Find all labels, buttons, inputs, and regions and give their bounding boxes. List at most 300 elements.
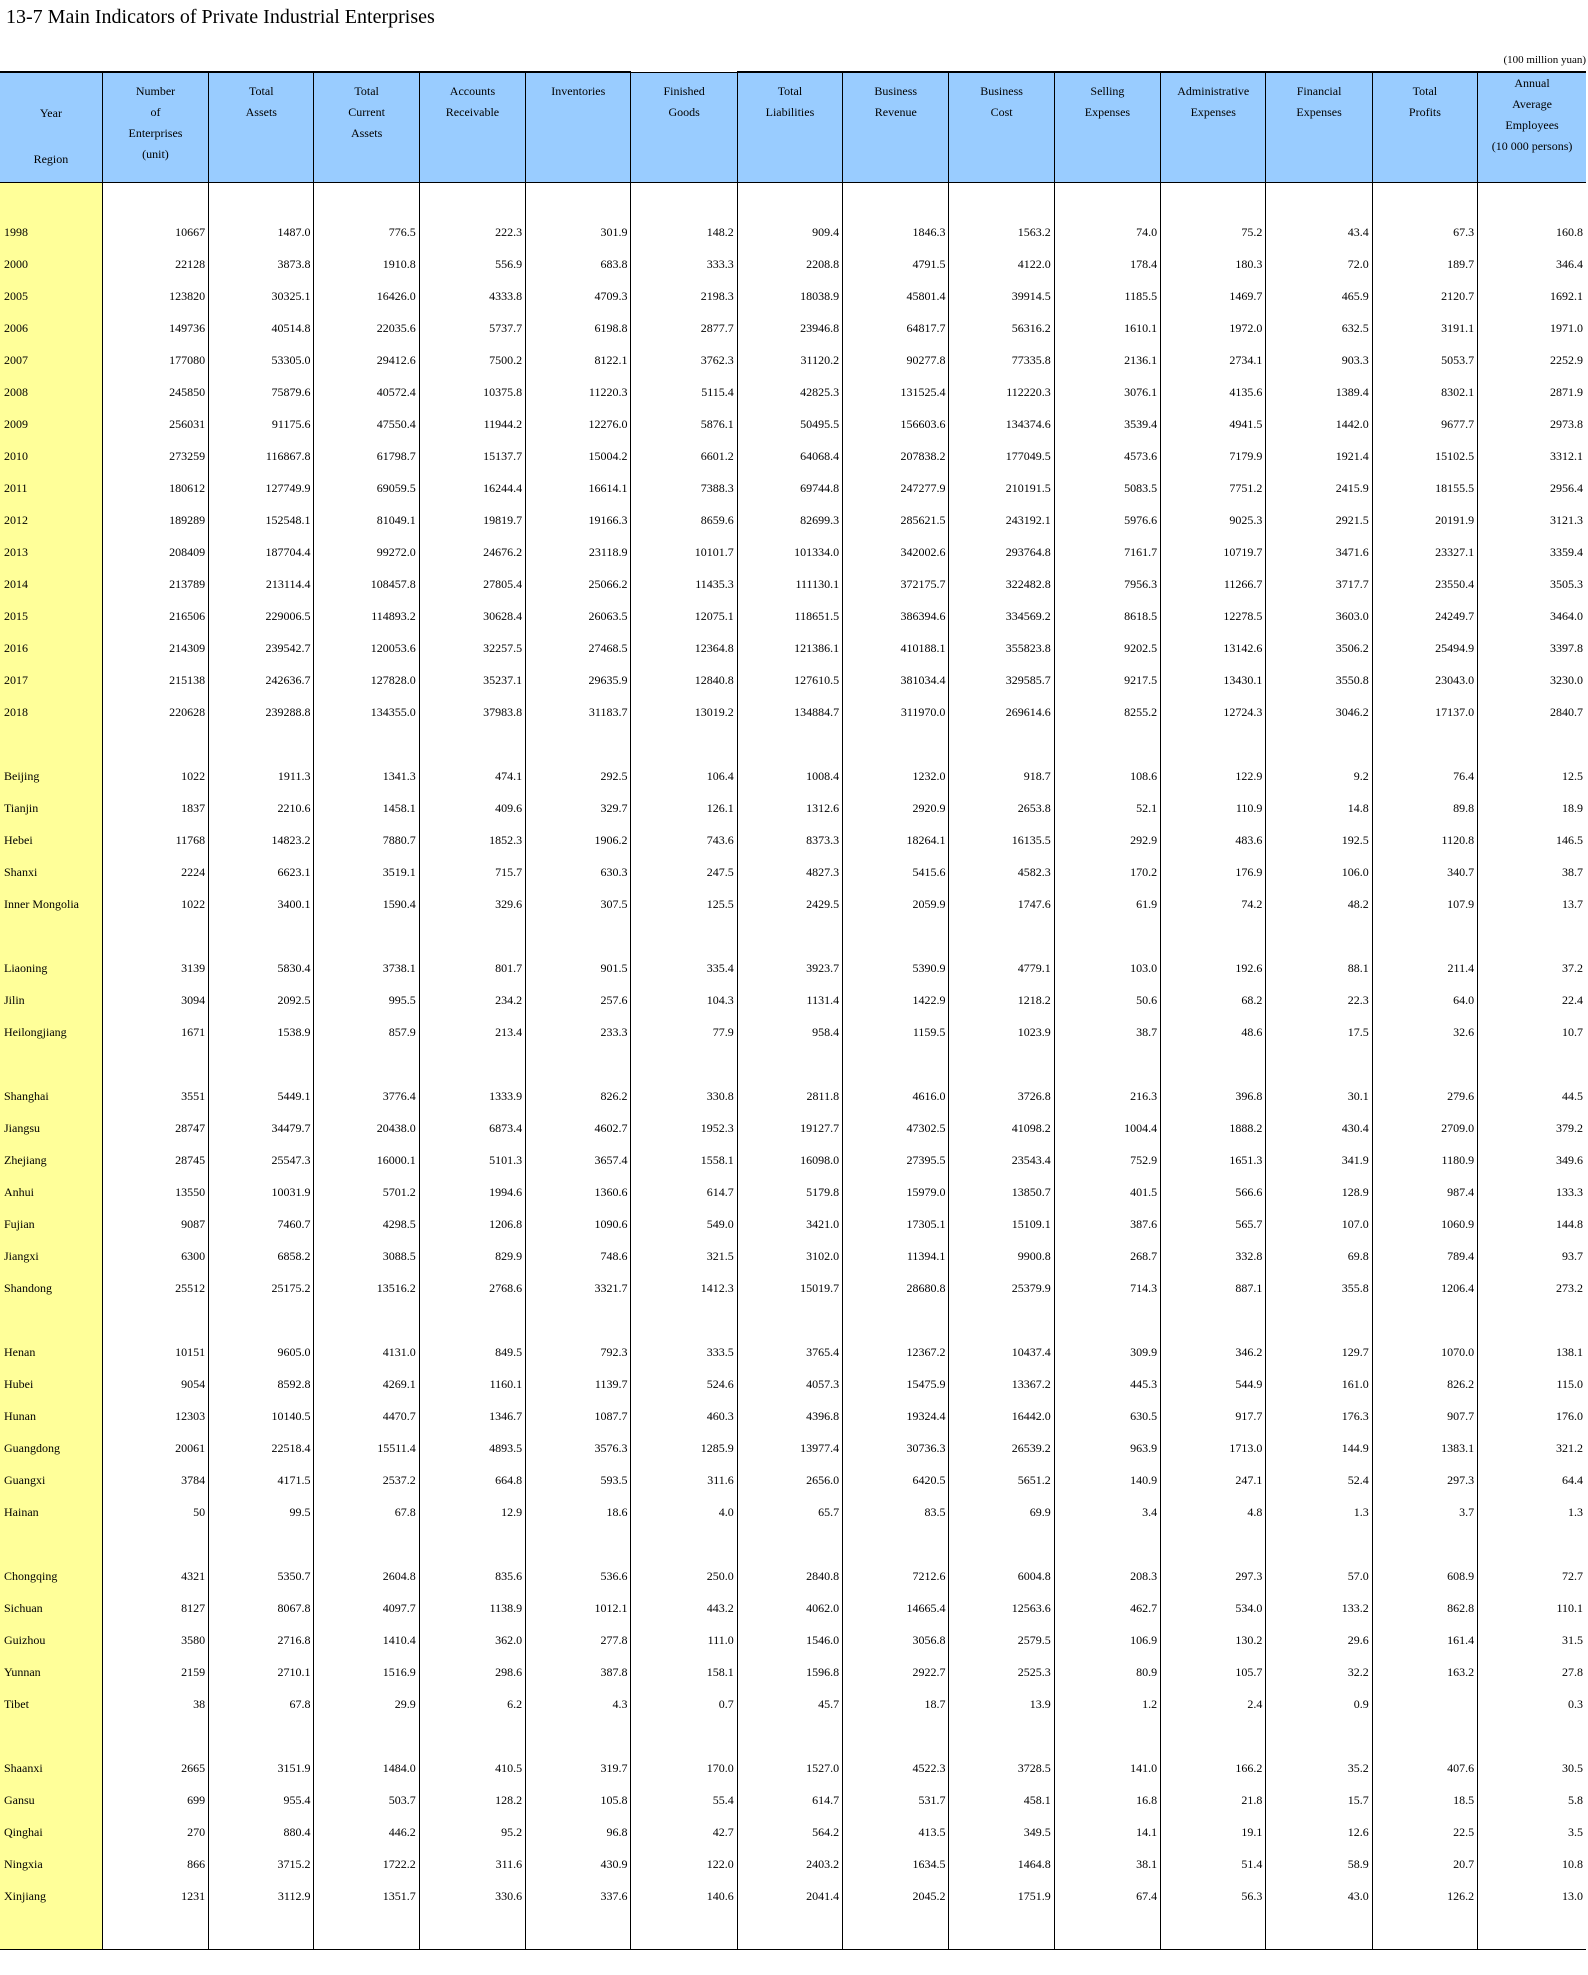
data-cell: 309.9 — [1054, 1336, 1160, 1368]
data-cell: 1921.4 — [1266, 440, 1372, 472]
spacer-cell — [1161, 728, 1266, 760]
data-cell: 1023.9 — [949, 1016, 1054, 1048]
spacer-cell — [419, 182, 525, 216]
header-line: Administrative — [1177, 84, 1250, 98]
data-cell: 208409 — [102, 536, 208, 568]
data-cell: 23550.4 — [1372, 568, 1477, 600]
data-cell: 1285.9 — [631, 1432, 737, 1464]
data-cell: 1464.8 — [949, 1848, 1054, 1880]
data-cell: 1634.5 — [843, 1848, 949, 1880]
spacer-cell — [1266, 1048, 1372, 1080]
data-cell: 987.4 — [1372, 1176, 1477, 1208]
data-cell: 3112.9 — [209, 1880, 314, 1912]
row-label: Hubei — [0, 1368, 102, 1400]
data-cell: 1469.7 — [1161, 280, 1266, 312]
data-cell: 91175.6 — [209, 408, 314, 440]
data-cell: 67.4 — [1054, 1880, 1160, 1912]
spacer-cell — [314, 1912, 419, 1950]
data-cell: 25066.2 — [526, 568, 631, 600]
spacer-cell — [419, 728, 525, 760]
spacer-cell — [1054, 728, 1160, 760]
data-cell: 608.9 — [1372, 1560, 1477, 1592]
data-cell: 126.1 — [631, 792, 737, 824]
data-cell: 18.6 — [526, 1496, 631, 1528]
data-cell: 1389.4 — [1266, 376, 1372, 408]
data-cell: 20438.0 — [314, 1112, 419, 1144]
data-cell: 549.0 — [631, 1208, 737, 1240]
data-cell: 1022 — [102, 888, 208, 920]
data-cell: 298.6 — [419, 1656, 525, 1688]
data-cell: 247.5 — [631, 856, 737, 888]
spacer-cell — [1161, 1304, 1266, 1336]
data-cell: 268.7 — [1054, 1240, 1160, 1272]
data-cell: 880.4 — [209, 1816, 314, 1848]
data-cell: 1527.0 — [737, 1752, 842, 1784]
spacer-cell — [1478, 920, 1586, 952]
data-cell: 4.8 — [1161, 1496, 1266, 1528]
data-cell: 176.3 — [1266, 1400, 1372, 1432]
data-cell: 69.8 — [1266, 1240, 1372, 1272]
data-cell: 52.1 — [1054, 792, 1160, 824]
table-row — [0, 1848, 1586, 1880]
spacer-cell — [102, 1528, 208, 1560]
data-cell: 826.2 — [1372, 1368, 1477, 1400]
spacer-row — [0, 182, 1586, 216]
data-cell: 862.8 — [1372, 1592, 1477, 1624]
data-cell: 446.2 — [314, 1816, 419, 1848]
data-cell: 166.2 — [1161, 1752, 1266, 1784]
col-header-business-cost — [949, 72, 1054, 182]
data-cell: 32.2 — [1266, 1656, 1372, 1688]
spacer-cell — [526, 1528, 631, 1560]
spacer-cell — [1478, 182, 1586, 216]
spacer-cell — [1372, 182, 1477, 216]
data-cell: 16000.1 — [314, 1144, 419, 1176]
data-cell: 3550.8 — [1266, 664, 1372, 696]
data-cell: 6623.1 — [209, 856, 314, 888]
data-cell: 1383.1 — [1372, 1432, 1477, 1464]
spacer-cell — [737, 728, 842, 760]
data-cell: 5053.7 — [1372, 344, 1477, 376]
data-cell: 349.6 — [1478, 1144, 1586, 1176]
row-label: 2014 — [0, 568, 102, 600]
spacer-cell — [1478, 1304, 1586, 1336]
data-cell: 16614.1 — [526, 472, 631, 504]
data-cell: 4616.0 — [843, 1080, 949, 1112]
data-cell: 213114.4 — [209, 568, 314, 600]
data-cell: 158.1 — [631, 1656, 737, 1688]
data-cell: 1232.0 — [843, 760, 949, 792]
spacer-cell — [1266, 920, 1372, 952]
data-cell: 2604.8 — [314, 1560, 419, 1592]
data-cell: 48.2 — [1266, 888, 1372, 920]
data-cell: 536.6 — [526, 1560, 631, 1592]
data-cell: 321.5 — [631, 1240, 737, 1272]
data-cell: 909.4 — [737, 216, 842, 248]
spacer-cell — [843, 1720, 949, 1752]
data-cell: 176.9 — [1161, 856, 1266, 888]
data-cell: 273259 — [102, 440, 208, 472]
data-cell: 381034.4 — [843, 664, 949, 696]
spacer-cell — [737, 920, 842, 952]
data-cell: 1487.0 — [209, 216, 314, 248]
data-cell: 483.6 — [1161, 824, 1266, 856]
spacer-cell — [1372, 1304, 1477, 1336]
data-cell: 53305.0 — [209, 344, 314, 376]
data-cell: 170.2 — [1054, 856, 1160, 888]
data-cell: 64817.7 — [843, 312, 949, 344]
spacer-cell — [419, 920, 525, 952]
data-cell: 30.1 — [1266, 1080, 1372, 1112]
data-cell: 118651.5 — [737, 600, 842, 632]
data-cell: 1131.4 — [737, 984, 842, 1016]
data-cell: 56316.2 — [949, 312, 1054, 344]
col-header-selling-expenses — [1054, 72, 1160, 182]
data-cell: 4582.3 — [949, 856, 1054, 888]
data-cell: 2415.9 — [1266, 472, 1372, 504]
data-cell: 121386.1 — [737, 632, 842, 664]
data-cell: 3519.1 — [314, 856, 419, 888]
data-cell: 28745 — [102, 1144, 208, 1176]
data-cell: 30628.4 — [419, 600, 525, 632]
data-cell: 1070.0 — [1372, 1336, 1477, 1368]
data-cell: 4062.0 — [737, 1592, 842, 1624]
data-cell: 3717.7 — [1266, 568, 1372, 600]
data-cell: 5976.6 — [1054, 504, 1160, 536]
data-cell: 22.4 — [1478, 984, 1586, 1016]
table-row — [0, 1336, 1586, 1368]
data-cell: 29.6 — [1266, 1624, 1372, 1656]
data-cell: 72.7 — [1478, 1560, 1586, 1592]
data-cell: 801.7 — [419, 952, 525, 984]
data-cell: 311.6 — [631, 1464, 737, 1496]
data-cell: 11220.3 — [526, 376, 631, 408]
row-label: 2016 — [0, 632, 102, 664]
data-cell: 8122.1 — [526, 344, 631, 376]
data-cell: 401.5 — [1054, 1176, 1160, 1208]
data-cell: 3151.9 — [209, 1752, 314, 1784]
header-line: Total — [354, 84, 379, 98]
data-cell: 5179.8 — [737, 1176, 842, 1208]
data-cell: 9677.7 — [1372, 408, 1477, 440]
spacer-cell — [1372, 1528, 1477, 1560]
data-cell: 1.2 — [1054, 1688, 1160, 1720]
data-cell: 3088.5 — [314, 1240, 419, 1272]
table-row — [0, 216, 1586, 248]
data-cell: 387.6 — [1054, 1208, 1160, 1240]
spacer-cell — [1054, 1912, 1160, 1950]
data-cell: 15004.2 — [526, 440, 631, 472]
header-line: (unit) — [142, 147, 169, 161]
spacer-cell — [314, 182, 419, 216]
data-cell: 355.8 — [1266, 1272, 1372, 1304]
spacer-cell — [102, 1912, 208, 1950]
data-cell: 96.8 — [526, 1816, 631, 1848]
data-cell: 16.8 — [1054, 1784, 1160, 1816]
data-cell: 5876.1 — [631, 408, 737, 440]
data-cell: 5651.2 — [949, 1464, 1054, 1496]
data-cell: 176.0 — [1478, 1400, 1586, 1432]
data-cell: 3539.4 — [1054, 408, 1160, 440]
header-line: Total — [249, 84, 274, 98]
col-header-employees — [1478, 72, 1586, 182]
data-cell: 413.5 — [843, 1816, 949, 1848]
data-cell: 1060.9 — [1372, 1208, 1477, 1240]
row-label: Qinghai — [0, 1816, 102, 1848]
data-cell: 3551 — [102, 1080, 208, 1112]
data-cell: 1538.9 — [209, 1016, 314, 1048]
spacer-cell — [631, 1304, 737, 1336]
data-cell: 8618.5 — [1054, 600, 1160, 632]
data-cell: 106.0 — [1266, 856, 1372, 888]
data-cell: 26539.2 — [949, 1432, 1054, 1464]
data-cell: 15109.1 — [949, 1208, 1054, 1240]
data-cell: 2973.8 — [1478, 408, 1586, 440]
data-cell: 23327.1 — [1372, 536, 1477, 568]
data-cell: 27805.4 — [419, 568, 525, 600]
data-cell: 4709.3 — [526, 280, 631, 312]
data-cell: 301.9 — [526, 216, 631, 248]
spacer-row — [0, 1048, 1586, 1080]
data-cell: 279.6 — [1372, 1080, 1477, 1112]
data-cell: 122.9 — [1161, 760, 1266, 792]
data-cell: 593.5 — [526, 1464, 631, 1496]
data-cell: 3471.6 — [1266, 536, 1372, 568]
data-cell: 857.9 — [314, 1016, 419, 1048]
row-label: 2007 — [0, 344, 102, 376]
data-cell: 4333.8 — [419, 280, 525, 312]
data-cell: 13142.6 — [1161, 632, 1266, 664]
spacer-cell — [737, 1048, 842, 1080]
data-cell: 187704.4 — [209, 536, 314, 568]
spacer-cell — [0, 1048, 102, 1080]
data-cell: 826.2 — [526, 1080, 631, 1112]
spacer-cell — [1372, 728, 1477, 760]
spacer-row — [0, 1720, 1586, 1752]
data-cell: 76.4 — [1372, 760, 1477, 792]
data-cell: 544.9 — [1161, 1368, 1266, 1400]
row-label: 2010 — [0, 440, 102, 472]
data-cell: 1713.0 — [1161, 1432, 1266, 1464]
data-cell: 3121.3 — [1478, 504, 1586, 536]
data-cell: 2922.7 — [843, 1656, 949, 1688]
data-cell: 1484.0 — [314, 1752, 419, 1784]
region-header: Region — [33, 152, 69, 166]
data-cell: 1747.6 — [949, 888, 1054, 920]
spacer-cell — [843, 1528, 949, 1560]
row-label: Hunan — [0, 1400, 102, 1432]
data-cell: 3738.1 — [314, 952, 419, 984]
header-line: Expenses — [1296, 105, 1342, 119]
row-label: Hainan — [0, 1496, 102, 1528]
data-cell: 4135.6 — [1161, 376, 1266, 408]
row-label: Tibet — [0, 1688, 102, 1720]
data-cell: 430.4 — [1266, 1112, 1372, 1144]
data-cell: 50.6 — [1054, 984, 1160, 1016]
data-cell: 18.9 — [1478, 792, 1586, 824]
data-cell: 4321 — [102, 1560, 208, 1592]
header-line: Goods — [668, 104, 700, 119]
col-header-enterprises — [102, 72, 208, 182]
data-cell: 12.5 — [1478, 760, 1586, 792]
table-row — [0, 1016, 1586, 1048]
data-cell: 3715.2 — [209, 1848, 314, 1880]
table-body — [0, 182, 1586, 1949]
data-cell: 29.9 — [314, 1688, 419, 1720]
data-cell: 5083.5 — [1054, 472, 1160, 504]
data-cell: 22.5 — [1372, 1816, 1477, 1848]
header-line: Financial — [1296, 84, 1342, 98]
data-cell: 355823.8 — [949, 632, 1054, 664]
header-line: Finished — [663, 83, 705, 98]
row-label: 1998 — [0, 216, 102, 248]
data-cell: 531.7 — [843, 1784, 949, 1816]
data-cell: 192.5 — [1266, 824, 1372, 856]
data-cell: 38 — [102, 1688, 208, 1720]
data-cell: 111.0 — [631, 1624, 737, 1656]
row-label: 2011 — [0, 472, 102, 504]
data-cell: 3312.1 — [1478, 440, 1586, 472]
table-row — [0, 1176, 1586, 1208]
data-cell: 152548.1 — [209, 504, 314, 536]
data-cell: 387.8 — [526, 1656, 631, 1688]
spacer-cell — [843, 1912, 949, 1950]
data-cell: 2429.5 — [737, 888, 842, 920]
data-cell: 114893.2 — [314, 600, 419, 632]
data-cell: 90277.8 — [843, 344, 949, 376]
data-cell: 683.8 — [526, 248, 631, 280]
data-cell: 1138.9 — [419, 1592, 525, 1624]
table-row — [0, 376, 1586, 408]
data-cell: 1516.9 — [314, 1656, 419, 1688]
spacer-cell — [314, 1720, 419, 1752]
data-cell: 23946.8 — [737, 312, 842, 344]
header-line: Cost — [990, 105, 1013, 119]
data-cell: 170.0 — [631, 1752, 737, 1784]
spacer-cell — [737, 1304, 842, 1336]
col-header-current-assets — [314, 72, 419, 182]
data-cell: 2.4 — [1161, 1688, 1266, 1720]
data-cell: 333.5 — [631, 1336, 737, 1368]
data-cell: 2136.1 — [1054, 344, 1160, 376]
data-cell: 6300 — [102, 1240, 208, 1272]
spacer-cell — [949, 1304, 1054, 1336]
data-cell: 11768 — [102, 824, 208, 856]
data-cell: 19819.7 — [419, 504, 525, 536]
data-cell: 2871.9 — [1478, 376, 1586, 408]
data-cell: 234.2 — [419, 984, 525, 1016]
data-cell: 3.7 — [1372, 1496, 1477, 1528]
header-line: Current — [348, 105, 385, 119]
row-label: 2017 — [0, 664, 102, 696]
table-row — [0, 1880, 1586, 1912]
data-cell: 503.7 — [314, 1784, 419, 1816]
header-line: Profits — [1408, 105, 1441, 119]
data-cell: 208.3 — [1054, 1560, 1160, 1592]
data-cell: 10151 — [102, 1336, 208, 1368]
data-cell: 23118.9 — [526, 536, 631, 568]
data-cell: 8659.6 — [631, 504, 737, 536]
spacer-cell — [314, 920, 419, 952]
data-cell: 31183.7 — [526, 696, 631, 728]
data-cell: 25547.3 — [209, 1144, 314, 1176]
spacer-row — [0, 1528, 1586, 1560]
data-cell: 16426.0 — [314, 280, 419, 312]
data-cell: 7161.7 — [1054, 536, 1160, 568]
data-cell: 0.7 — [631, 1688, 737, 1720]
data-cell: 11944.2 — [419, 408, 525, 440]
data-cell: 3464.0 — [1478, 600, 1586, 632]
data-cell: 74.0 — [1054, 216, 1160, 248]
data-cell: 3076.1 — [1054, 376, 1160, 408]
row-label: Tianjin — [0, 792, 102, 824]
table-row — [0, 760, 1586, 792]
col-header-inventories — [526, 72, 631, 182]
row-label: Xinjiang — [0, 1880, 102, 1912]
table-row — [0, 1112, 1586, 1144]
data-cell: 4097.7 — [314, 1592, 419, 1624]
data-cell: 141.0 — [1054, 1752, 1160, 1784]
data-cell: 13.9 — [949, 1688, 1054, 1720]
table-row — [0, 1496, 1586, 1528]
data-cell: 4122.0 — [949, 248, 1054, 280]
data-cell: 792.3 — [526, 1336, 631, 1368]
data-cell: 222.3 — [419, 216, 525, 248]
spacer-cell — [0, 1720, 102, 1752]
spacer-cell — [209, 1304, 314, 1336]
data-cell: 1360.6 — [526, 1176, 631, 1208]
row-label: 2008 — [0, 376, 102, 408]
data-cell: 20.7 — [1372, 1848, 1477, 1880]
data-cell: 372175.7 — [843, 568, 949, 600]
data-cell: 3397.8 — [1478, 632, 1586, 664]
table-row — [0, 472, 1586, 504]
spacer-cell — [949, 182, 1054, 216]
row-label: Sichuan — [0, 1592, 102, 1624]
row-label: 2012 — [0, 504, 102, 536]
row-label: 2015 — [0, 600, 102, 632]
data-cell: 10437.4 — [949, 1336, 1054, 1368]
data-cell: 917.7 — [1161, 1400, 1266, 1432]
spacer-cell — [419, 1720, 525, 1752]
data-cell: 69.9 — [949, 1496, 1054, 1528]
data-cell: 211.4 — [1372, 952, 1477, 984]
spacer-row — [0, 920, 1586, 952]
data-cell: 7880.7 — [314, 824, 419, 856]
data-cell: 178.4 — [1054, 248, 1160, 280]
row-label: Henan — [0, 1336, 102, 1368]
data-cell: 3.5 — [1478, 1816, 1586, 1848]
header-line: Employees — [1505, 118, 1559, 132]
spacer-cell — [0, 182, 102, 216]
data-cell: 9605.0 — [209, 1336, 314, 1368]
data-cell: 3580 — [102, 1624, 208, 1656]
spacer-cell — [1161, 182, 1266, 216]
data-cell: 1558.1 — [631, 1144, 737, 1176]
data-cell: 2920.9 — [843, 792, 949, 824]
row-label: Fujian — [0, 1208, 102, 1240]
data-cell: 958.4 — [737, 1016, 842, 1048]
spacer-cell — [1054, 1048, 1160, 1080]
data-cell: 4573.6 — [1054, 440, 1160, 472]
data-cell: 329.6 — [419, 888, 525, 920]
data-cell: 3.4 — [1054, 1496, 1160, 1528]
data-cell: 160.8 — [1478, 216, 1586, 248]
header-line: Assets — [350, 126, 383, 140]
data-cell: 6601.2 — [631, 440, 737, 472]
data-cell: 752.9 — [1054, 1144, 1160, 1176]
data-cell: 1231 — [102, 1880, 208, 1912]
